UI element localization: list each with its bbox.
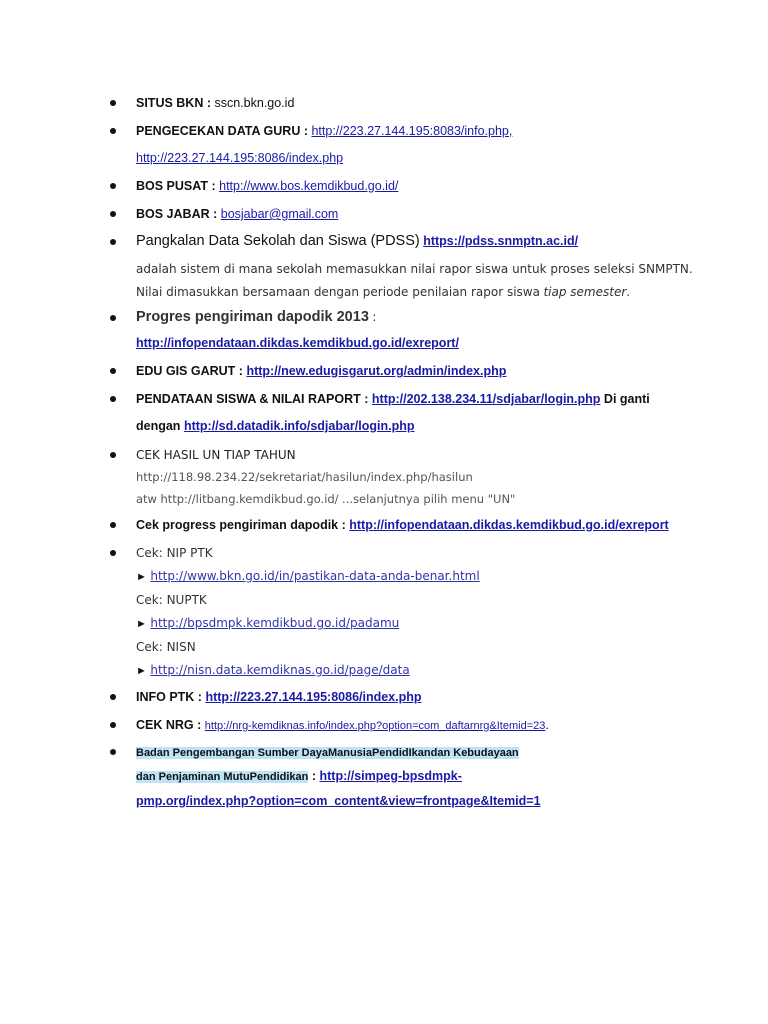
link[interactable]: http://nisn.data.kemdiknas.go.id/page/data [150, 663, 410, 677]
item-link-line [136, 662, 410, 679]
bullet [110, 722, 116, 728]
item-label: CEK HASIL UN TIAP TAHUN [136, 448, 296, 462]
item-separator: : [311, 769, 317, 783]
link[interactable]: http://simpeg-bpsdmpk- [319, 769, 462, 783]
bullet [110, 239, 116, 245]
link[interactable]: pmp.org/index.php?option=com_content&view=frontpage&Itemid=1 [136, 794, 541, 808]
item-url-line [136, 469, 473, 485]
bullet [110, 183, 116, 189]
link[interactable]: http://infopendataan.dikdas.kemdikbud.go.id/exreport/ [136, 336, 459, 350]
list-item-continuation [136, 335, 459, 351]
list-item-continuation [136, 418, 415, 434]
link[interactable]: http://bpsdmpk.kemdikbud.go.id/padamu [150, 616, 400, 630]
item-label: PENGECEKAN DATA GURU : [136, 124, 308, 138]
link[interactable]: http://223.27.144.195:8086/index.php [205, 690, 422, 704]
list-item-continuation [136, 793, 541, 809]
bullet [110, 452, 116, 458]
list-item-bos-pusat [136, 178, 398, 194]
instruction-text: ...selanjutnya pilih menu "UN" [342, 492, 516, 506]
highlighted-text: Badan Pengembangan Sumber DayaManusiaPendidIkandan Kebudayaan [136, 747, 519, 759]
link[interactable]: http://202.138.234.11/sdjabar/login.php [371, 392, 601, 406]
link[interactable]: http://new.edugisgarut.org/admin/index.php [246, 364, 507, 378]
url-text[interactable]: http://118.98.234.22/sekretariat/hasilun/index.php/hasilun [136, 470, 473, 484]
item-sub-label [136, 592, 207, 608]
email-link[interactable]: bosjabar@gmail.com [220, 207, 339, 221]
list-item-info-ptk [136, 689, 422, 705]
bullet [110, 522, 116, 528]
bullet [110, 694, 116, 700]
item-label: Cek: NIP PTK [136, 546, 213, 560]
bullet [110, 211, 116, 217]
item-prefix: dengan [136, 419, 181, 433]
list-item-cek-hasil-un [136, 447, 296, 463]
description-line: Nilai dimasukkan bersamaan dengan periode penilaian rapor siswa [136, 285, 540, 299]
item-value: sscn.bkn.go.id [214, 96, 295, 110]
list-item-continuation [136, 150, 343, 166]
item-label: Progres pengiriman dapodik 2013 [136, 309, 369, 325]
link[interactable]: http://infopendataan.dikdas.kemdikbud.go.id/exreport [349, 518, 669, 532]
link[interactable]: https://pdss.snmptn.ac.id/ [423, 234, 579, 248]
item-description [136, 284, 630, 300]
list-item-bos-jabar [136, 206, 338, 222]
sub-label: Cek: NISN [136, 640, 196, 654]
list-item-edu-gis-garut [136, 363, 506, 379]
link[interactable]: http://223.27.144.195:8083/info.php, [311, 124, 513, 138]
item-label: INFO PTK : [136, 690, 202, 704]
item-sub-label [136, 639, 196, 655]
bullet [110, 368, 116, 374]
item-label: Cek progress pengiriman dapodik : [136, 518, 346, 532]
description-line: adalah sistem di mana sekolah memasukkan nilai rapor siswa untuk proses seleksi SNMPTN. [136, 262, 693, 276]
item-colon: : [372, 310, 377, 324]
item-link-line [136, 615, 399, 632]
list-item-cek-nip-ptk [136, 545, 213, 561]
highlighted-text: dan Penjaminan MutuPendidikan [136, 771, 309, 783]
list-item-cek-nrg [136, 717, 549, 734]
bullet [110, 396, 116, 402]
item-label: SITUS BKN : [136, 96, 211, 110]
link[interactable]: http://sd.datadik.info/sdjabar/login.php [183, 419, 415, 433]
arrow-icon: ► [136, 571, 147, 583]
item-label: Pangkalan Data Sekolah dan Siswa (PDSS) [136, 233, 420, 249]
list-item-pdss [136, 233, 578, 249]
item-label: EDU GIS GARUT : [136, 364, 243, 378]
bullet [110, 100, 116, 106]
link[interactable]: http://223.27.144.195:8086/index.php [136, 151, 344, 165]
bullet [110, 749, 116, 755]
list-item-pendataan-siswa [136, 391, 650, 407]
list-item-continuation [136, 768, 462, 785]
description-italic: tiap semester [543, 285, 627, 299]
item-note: Di ganti [603, 392, 650, 406]
link[interactable]: http://www.bos.kemdikbud.go.id/ [219, 179, 399, 193]
sub-label: Cek: NUPTK [136, 593, 207, 607]
item-link-line [136, 568, 480, 585]
item-description [136, 261, 693, 277]
item-period: . [545, 718, 549, 732]
item-label: BOS PUSAT : [136, 179, 216, 193]
list-item-situs-bkn [136, 95, 294, 111]
url-text[interactable]: http://litbang.kemdikbud.go.id/ [160, 492, 339, 506]
bullet [110, 550, 116, 556]
item-label: CEK NRG : [136, 718, 202, 732]
item-label: BOS JABAR : [136, 207, 218, 221]
link[interactable]: http://www.bkn.go.id/in/pastikan-data-anda-benar.html [150, 569, 480, 583]
arrow-icon: ► [136, 665, 147, 677]
item-label: PENDATAAN SISWA & NILAI RAPORT : [136, 392, 369, 406]
arrow-icon: ► [136, 618, 147, 630]
list-item-progres-dapodik [136, 309, 376, 325]
bullet [110, 128, 116, 134]
link[interactable]: http://nrg-kemdiknas.info/index.php?option=com_daftarnrg&Itemid=23 [204, 720, 546, 732]
list-item-cek-progress [136, 517, 669, 533]
list-item-badan-pengembangan [136, 744, 519, 761]
bullet [110, 315, 116, 321]
list-item-pengecekan-data-guru [136, 123, 512, 139]
description-period: . [626, 285, 631, 299]
item-url-line [136, 491, 515, 507]
prefix-text: atw [136, 492, 157, 506]
